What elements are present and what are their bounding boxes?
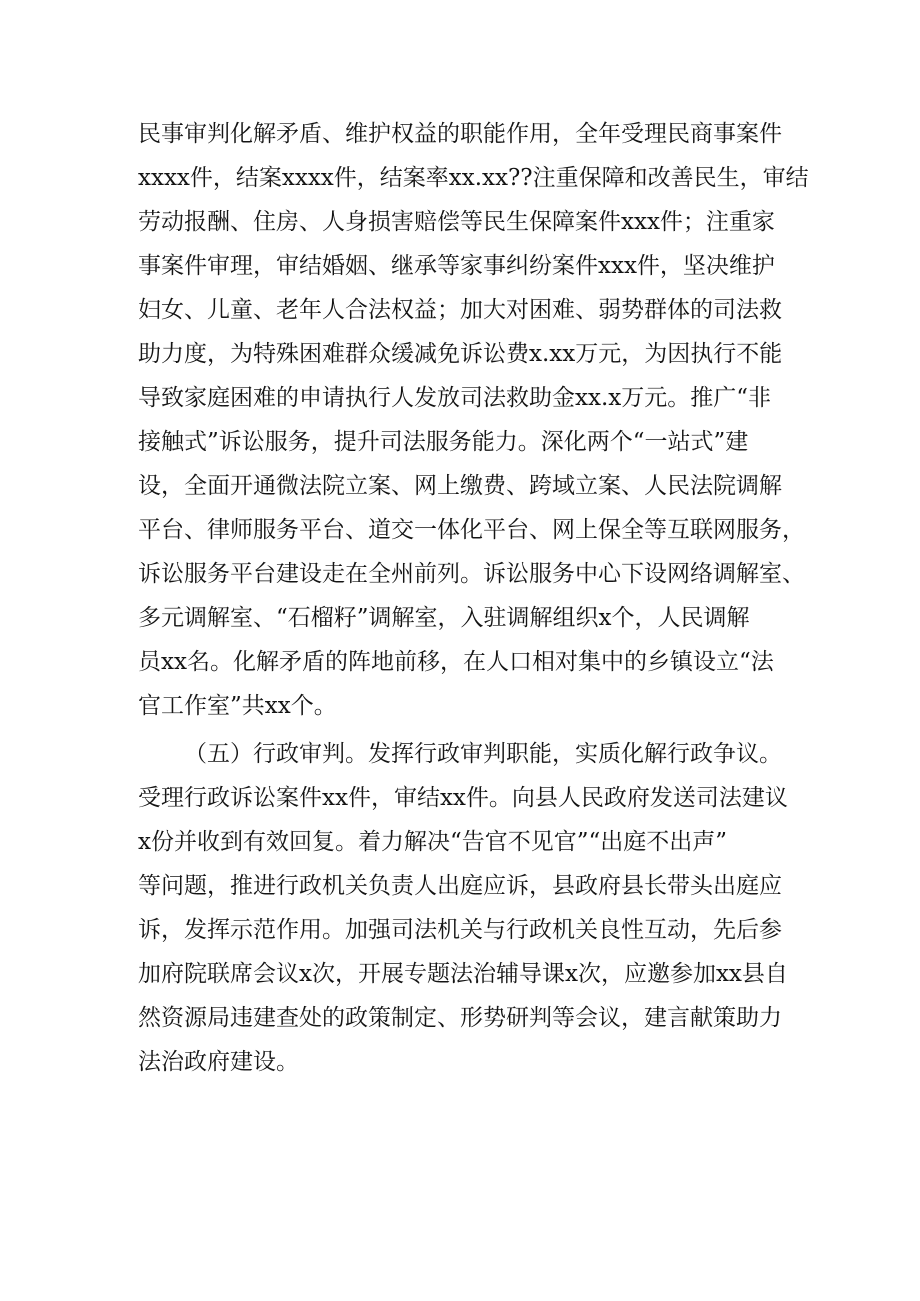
text-line: 诉，发挥示范作用。加强司法机关与行政机关良性互动，先后参 xyxy=(138,917,782,943)
text-line: 法治政府建设。 xyxy=(138,1049,299,1075)
text-line: 助力度，为特殊困难群众缓减免诉讼费x.xx万元，为因执行不能 xyxy=(138,341,783,367)
text-line: 多元调解室、“石榴籽”调解室，入驻调解组织x个，人民调解 xyxy=(138,605,750,631)
text-line: 然资源局违建查处的政策制定、形势研判等会议，建言献策助力 xyxy=(138,1005,782,1031)
text-line: 妇女、儿童、老年人合法权益；加大对困难、弱势群体的司法救 xyxy=(138,297,782,323)
paragraph-civil-trial xyxy=(138,112,809,728)
text-line: 设，全面开通微法院立案、网上缴费、跨域立案、人民法院调解 xyxy=(138,473,782,499)
text-line: 员xx名。化解矛盾的阵地前移，在人口相对集中的乡镇设立“法 xyxy=(138,649,774,675)
text-line: 官工作室”共xx个。 xyxy=(138,693,337,719)
text-line: 导致家庭困难的申请执行人发放司法救助金xx.x万元。推广“非 xyxy=(138,385,771,411)
text-line: 劳动报酬、住房、人身损害赔偿等民生保障案件xxx件；注重家 xyxy=(138,209,775,235)
text-line: 等问题，推进行政机关负责人出庭应诉，县政府县长带头出庭应 xyxy=(138,873,782,899)
paragraph-administrative-trial xyxy=(138,732,798,1084)
text-line: 诉讼服务平台建设走在全州前列。诉讼服务中心下设网络调解室、 xyxy=(138,561,805,587)
text-line: 平台、律师服务平台、道交一体化平台、网上保全等互联网服务， xyxy=(138,517,805,543)
text-line: 事案件审理，审结婚姻、继承等家事纠纷案件xxx件，坚决维护 xyxy=(138,253,775,279)
text-line: 加府院联席会议x次，开展专题法治辅导课x次，应邀参加xx县自 xyxy=(138,961,788,987)
text-line: xxxx件，结案xxxx件，结案率xx.xx??注重保障和改善民生，审结 xyxy=(138,165,809,191)
text-line: 民事审判化解矛盾、维护权益的职能作用，全年受理民商事案件 xyxy=(138,121,782,147)
section-heading-line: （五）行政审判。发挥行政审判职能，实质化解行政争议。 xyxy=(184,741,782,767)
text-line: x份并收到有效回复。着力解决“告官不见官”“出庭不出声” xyxy=(138,829,728,855)
text-line: 受理行政诉讼案件xx件，审结xx件。向县人民政府发送司法建议 xyxy=(138,785,788,811)
document-body xyxy=(138,112,809,1084)
text-line: 接触式”诉讼服务，提升司法服务能力。深化两个“一站式”建 xyxy=(138,429,749,455)
